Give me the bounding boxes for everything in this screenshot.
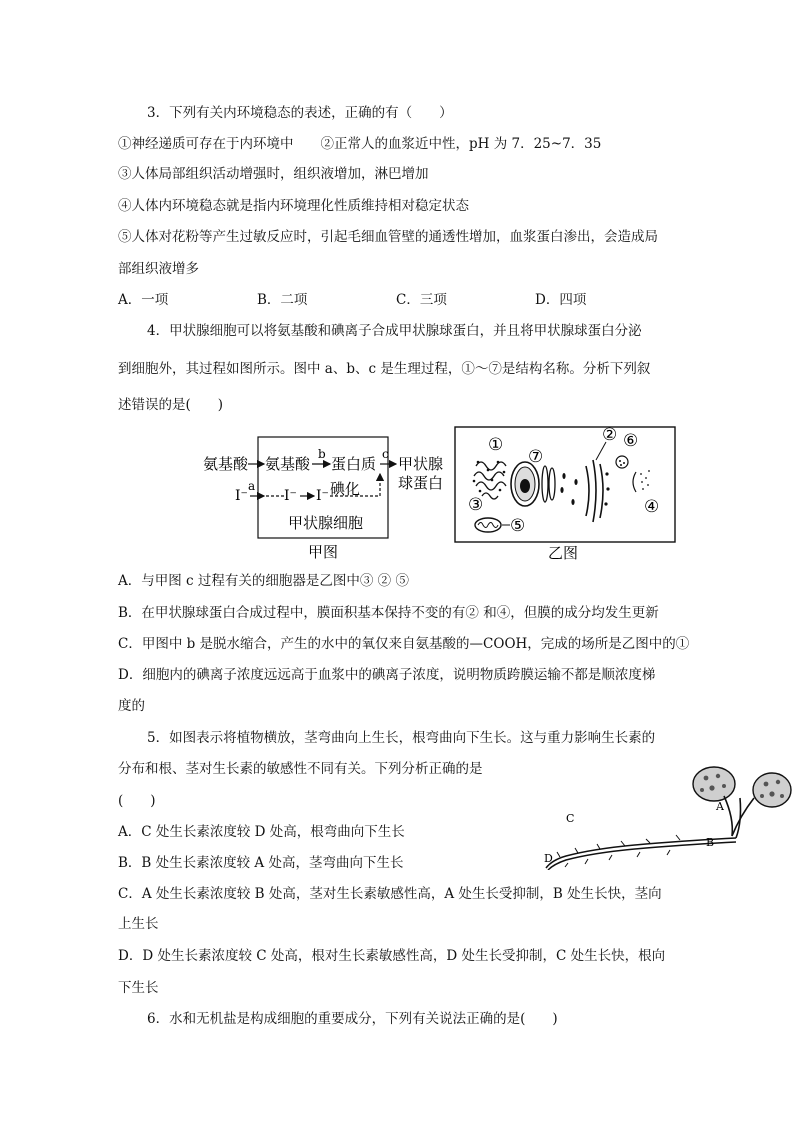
cell-membrane-structure bbox=[633, 470, 650, 492]
yi-label-7: ⑦ bbox=[528, 447, 544, 467]
jia-product-line2: 球蛋白 bbox=[398, 474, 444, 492]
yi-caption: 乙图 bbox=[548, 544, 579, 562]
q5-option-a: A．C 处生长素浓度较 D 处高，根弯曲向下生长 bbox=[118, 824, 405, 840]
q4-stem-line1: 4．甲状腺细胞可以将氨基酸和碘离子合成甲状腺球蛋白，并且将甲状腺球蛋白分泌 bbox=[147, 323, 642, 339]
q5-option-d-line1: D．D 处生长素浓度较 C 处高，根对生长素敏感性高，D 处生长受抑制，C 处生长快，根向 bbox=[118, 948, 666, 964]
jia-cell-label: 甲状腺细胞 bbox=[288, 514, 364, 532]
jia-iodide-outside: I⁻ bbox=[235, 488, 248, 504]
yi-label-2: ② bbox=[602, 425, 618, 445]
q4-stem-line2: 到细胞外，其过程如图所示。图中 a、b、c 是生理过程，①～⑦是结构名称。分析下列叙 bbox=[118, 361, 651, 377]
q5-stem-line1: 5．如图表示将植物横放，茎弯曲向上生长，根弯曲向下生长。这与重力影响生长素的 bbox=[147, 730, 656, 746]
yi-label-3: ③ bbox=[468, 495, 484, 515]
jia-caption: 甲图 bbox=[308, 543, 339, 561]
jia-amino-inside: 氨基酸 bbox=[265, 455, 311, 473]
q3-statement-3: ③人体局部组织活动增强时，组织液增加，淋巴增加 bbox=[118, 166, 429, 182]
q5-stem-line2: 分布和根、茎对生长素的敏感性不同有关。下列分析正确的是 bbox=[118, 761, 483, 777]
yi-label-6: ⑥ bbox=[623, 431, 639, 451]
q4-option-b: B．在甲状腺球蛋白合成过程中，膜面积基本保持不变的有② 和④，但膜的成分均发生更新 bbox=[118, 605, 659, 621]
nucleus-structure bbox=[511, 462, 539, 506]
plant-label-a: A bbox=[716, 800, 724, 813]
q4-option-d-line2: 度的 bbox=[118, 698, 145, 714]
golgi-structure bbox=[586, 460, 603, 522]
jia-label-b: b bbox=[318, 447, 326, 461]
q5-option-c-line2: 上生长 bbox=[118, 916, 159, 932]
q3-stem: 3．下列有关内环境稳态的表述，正确的有（ ） bbox=[147, 105, 453, 121]
q5-stem-paren: ( ) bbox=[118, 793, 156, 809]
q5-option-c-line1: C．A 处生长素浓度较 B 处高，茎对生长素敏感性高，A 处生长受抑制，B 处生长快，茎向 bbox=[118, 886, 662, 902]
q5-option-b: B．B 处生长素浓度较 A 处高，茎弯曲向下生长 bbox=[118, 855, 404, 871]
q6-stem: 6．水和无机盐是构成细胞的重要成分，下列有关说法正确的是( ) bbox=[147, 1011, 558, 1027]
plant-seedling-figure bbox=[530, 760, 794, 870]
seedling-leaves bbox=[693, 767, 791, 807]
seedling-stem bbox=[724, 796, 754, 838]
q4-option-a: A．与甲图 c 过程有关的细胞器是乙图中③ ② ⑤ bbox=[118, 573, 409, 589]
q3-statement-1-2: ①神经递质可存在于内环境中 ②正常人的血浆近中性，pH 为 7．25~7．35 bbox=[118, 136, 602, 152]
q3-option-a: A．一项 bbox=[118, 292, 169, 308]
jia-iodize: 碘化 bbox=[330, 480, 361, 498]
q3-statement-5-line2: 部组织液增多 bbox=[118, 261, 199, 277]
q3-statement-4: ④人体内环境稳态就是指内环境理化性质维持相对稳定状态 bbox=[118, 198, 469, 214]
q3-option-b: B．二项 bbox=[257, 292, 308, 308]
yi-label-5: ⑤ bbox=[510, 516, 526, 536]
secretory-vesicle-structure bbox=[616, 456, 628, 468]
rough-er-structure bbox=[474, 462, 506, 499]
mitochondrion-structure bbox=[475, 518, 501, 532]
q4-option-c: C．甲图中 b 是脱水缩合，产生的水中的氧仅来自氨基酸的—COOH，完成的场所是乙图中的① bbox=[118, 636, 690, 652]
yi-label-1: ① bbox=[488, 435, 504, 455]
jia-iodide-mid2: I⁻ bbox=[316, 488, 329, 504]
jia-amino-outside: 氨基酸 bbox=[203, 455, 249, 473]
yi-label-4: ④ bbox=[644, 497, 660, 517]
q3-option-d: D．四项 bbox=[535, 292, 587, 308]
jia-label-a: a bbox=[248, 479, 256, 493]
jia-label-c: c bbox=[382, 447, 389, 461]
plant-label-b: B bbox=[706, 836, 715, 849]
figure-yi-diagram bbox=[452, 424, 682, 562]
q4-stem-line3: 述错误的是( ) bbox=[118, 397, 224, 413]
plant-label-d: D bbox=[544, 852, 553, 865]
figure-jia-diagram bbox=[200, 432, 455, 562]
jia-product-line1: 甲状腺 bbox=[398, 455, 444, 473]
q4-option-d-line1: D．细胞内的碘离子浓度远远高于血浆中的碘离子浓度，说明物质跨膜运输不都是顺浓度梯 bbox=[118, 667, 656, 683]
q3-statement-5-line1: ⑤人体对花粉等产生过敏反应时，引起毛细血管壁的通透性增加，血浆蛋白渗出，会造成局 bbox=[118, 229, 658, 245]
q5-option-d-line2: 下生长 bbox=[118, 980, 159, 996]
plant-label-c: C bbox=[566, 812, 575, 825]
q3-option-c: C．三项 bbox=[396, 292, 447, 308]
jia-protein: 蛋白质 bbox=[331, 455, 377, 473]
jia-iodide-mid1: I⁻ bbox=[284, 488, 297, 504]
